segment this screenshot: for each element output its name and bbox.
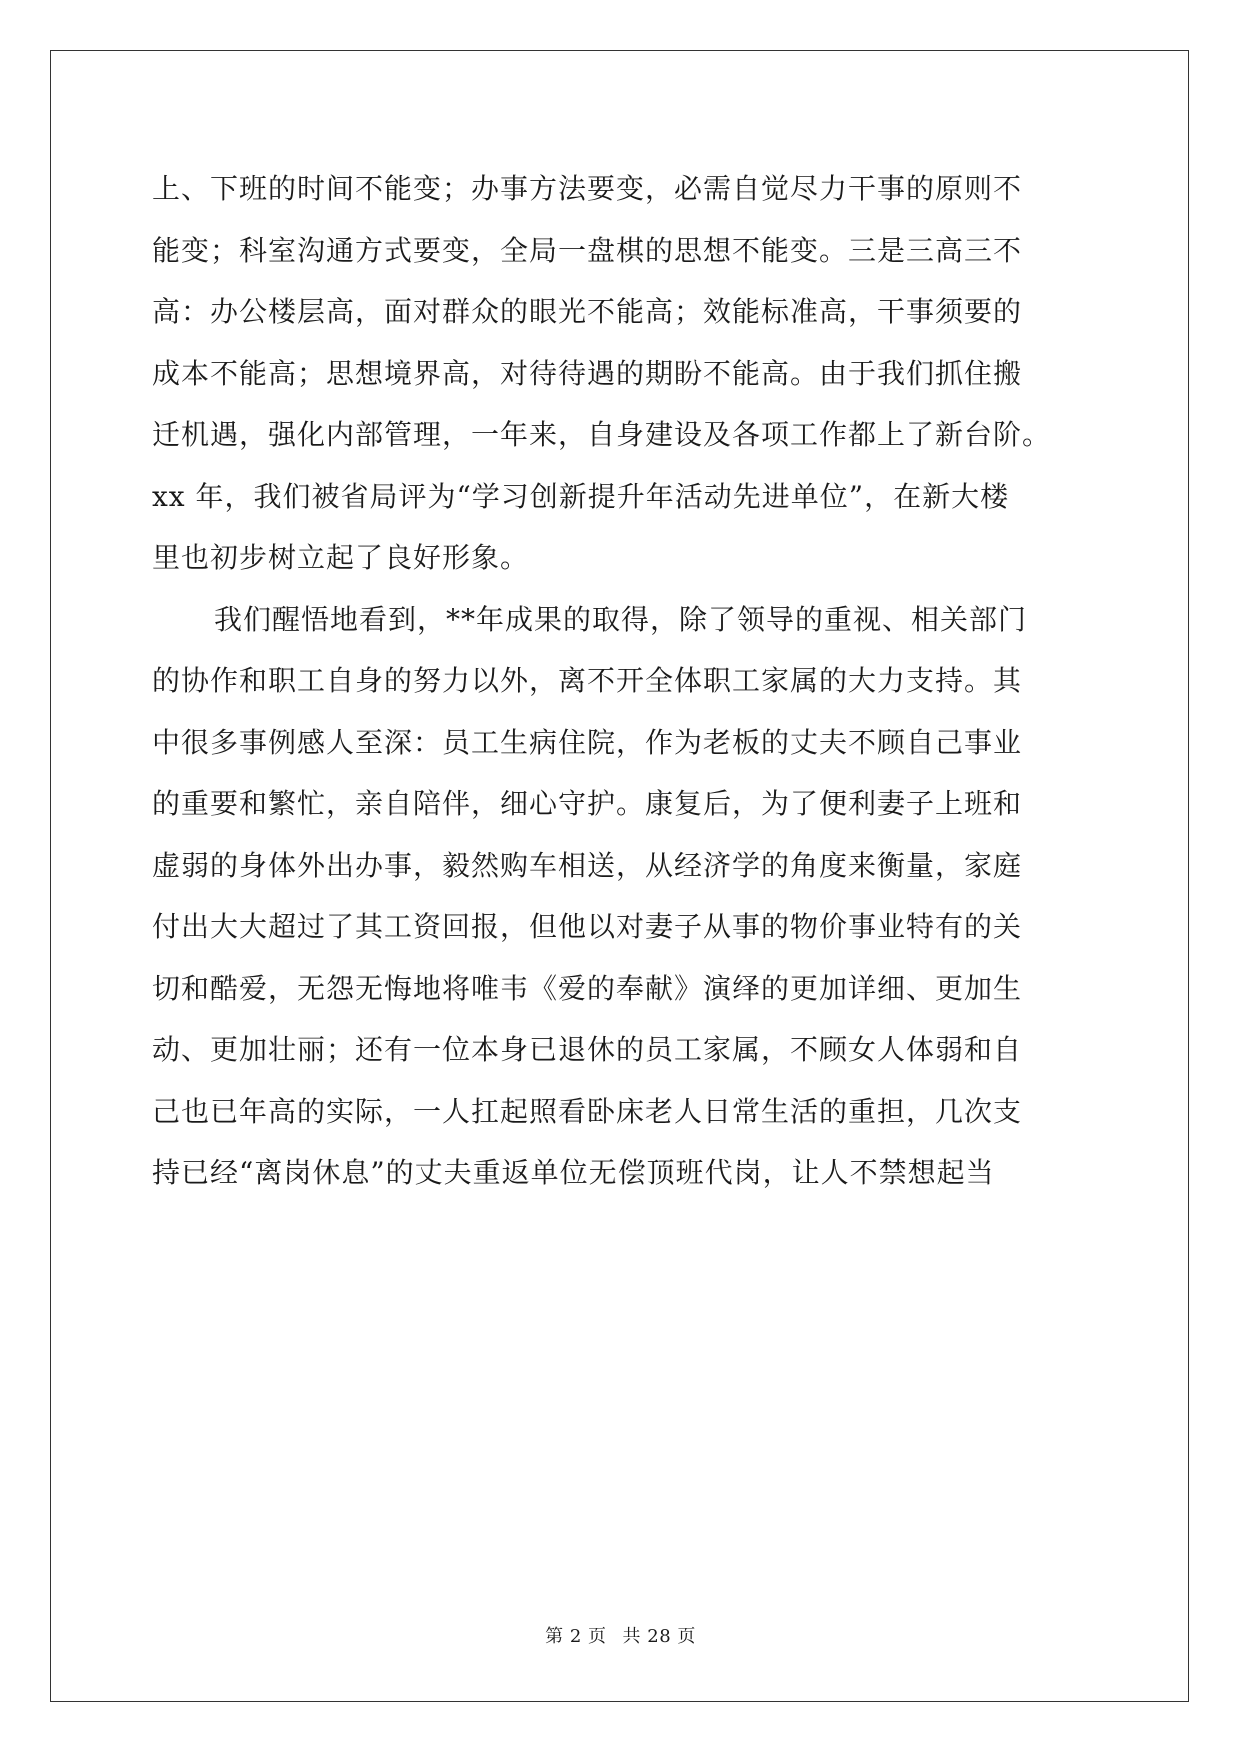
text-line: 能变；科室沟通方式要变，全局一盘棋的思想不能变。三是三高三不 <box>152 233 1023 267</box>
text-line: 持已经“离岗休息”的丈夫重返单位无偿顶班代岗，让人不禁想起当 <box>152 1156 995 1189</box>
text-line: 的重要和繁忙，亲自陪伴，细心守护。康复后，为了便利妻子上班和 <box>152 787 1023 820</box>
text-line: 成本不能高；思想境界高，对待待遇的期盼不能高。由于我们抓住搬 <box>152 356 1023 390</box>
page-total: 共 28 页 <box>622 1626 696 1647</box>
paragraph-first-line: 我们醒悟地看到，**年成果的取得，除了领导的重视、相关部门 <box>214 602 1028 636</box>
text-line: 己也已年高的实际，一人扛起照看卧床老人日常生活的重担，几次支 <box>152 1094 1023 1128</box>
text-line: 的协作和职工自身的努力以外，离不开全体职工家属的大力支持。其 <box>152 664 1023 697</box>
text-line: 中很多事例感人至深：员工生病住院，作为老板的丈夫不顾自己事业 <box>152 725 1023 759</box>
text-line: 动、更加壮丽；还有一位本身已退休的员工家属，不顾女人体弱和自 <box>152 1033 1023 1066</box>
text-line: 高：办公楼层高，面对群众的眼光不能高；效能标准高，干事须要的 <box>152 295 1023 328</box>
text-line: 迁机遇，强化内部管理，一年来，自身建设及各项工作都上了新台阶。 <box>152 418 1052 451</box>
text-line: 上、下班的时间不能变；办事方法要变，必需自觉尽力干事的原则不 <box>152 172 1023 205</box>
text-line: 虚弱的身体外出办事，毅然购车相送，从经济学的角度来衡量，家庭 <box>152 848 1023 882</box>
page-footer <box>0 1622 1241 1648</box>
document-body <box>152 158 1092 1204</box>
text-line: 里也初步树立起了良好形象。 <box>152 541 530 574</box>
text-line: xx 年，我们被省局评为“学习创新提升年活动先进单位”，在新大楼 <box>152 479 1010 513</box>
text-line: 付出大大超过了其工资回报，但他以对妻子从事的物价事业特有的关 <box>152 910 1023 943</box>
text-line: 切和酷爱，无怨无悔地将唯韦《爱的奉献》演绎的更加详细、更加生 <box>152 971 1023 1005</box>
page-number: 第 2 页 <box>545 1626 607 1647</box>
